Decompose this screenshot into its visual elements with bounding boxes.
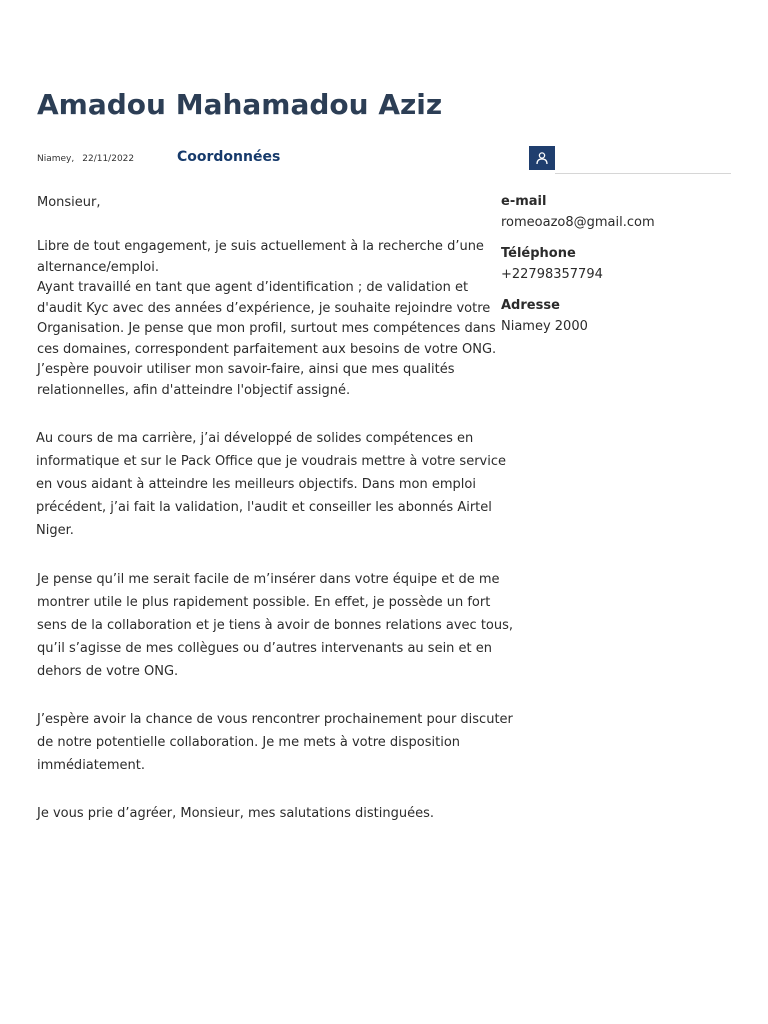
address-label: Adresse	[501, 298, 560, 313]
address-value: Niamey 2000	[501, 319, 588, 334]
phone-value: +22798357794	[501, 267, 603, 282]
paragraph-line: Organisation. Je pense que mon profil, surtout mes compétences dans	[37, 321, 496, 336]
letter-body	[37, 193, 517, 825]
paragraph-line: Libre de tout engagement, je suis actuellement à la recherche d’une	[37, 239, 484, 254]
paragraph-line: Ayant travaillé en tant que agent d’identification ; de validation et	[37, 280, 469, 295]
paragraph-line: ces domaines, correspondent parfaitement aux besoins de votre ONG.	[37, 341, 497, 357]
letter-date: 22/11/2022	[82, 154, 135, 164]
email-label: e-mail	[501, 194, 547, 209]
paragraph-line: relationnelles, afin d'atteindre l'objectif assigné.	[37, 382, 351, 398]
paragraph-intro	[37, 237, 517, 401]
person-icon	[529, 146, 555, 170]
contact-details	[501, 194, 741, 350]
closing-line: Je vous prie d’agréer, Monsieur, mes salutations distinguées.	[37, 806, 435, 821]
author-name: Amadou Mahamadou Aziz	[37, 88, 443, 121]
paragraph-line: alternance/emploi.	[37, 259, 159, 275]
paragraph-career: Au cours de ma carrière, j’ai développé de solides compétences en informatique et sur le Pack Office que je voudrais mettre à votre service en vous aidant à atteindre les meilleurs objectifs. Dans mon emploi précédent, j’ai fait la validation, l'audit et conseiller les abonnés Airtel Niger.	[36, 431, 506, 538]
paragraph-line: J’espère pouvoir utiliser mon savoir-faire, ainsi que mes qualités	[37, 362, 455, 377]
paragraph-meeting: J’espère avoir la chance de vous rencontrer prochainement pour discuter de notre potentielle collaboration. Je me mets à votre disposition immédiatement.	[37, 712, 513, 773]
paragraph-line: d'audit Kyc avec des années d’expérience, je souhaite rejoindre votre	[37, 300, 491, 316]
salutation: Monsieur,	[37, 195, 101, 210]
place-date	[37, 154, 134, 164]
phone-label: Téléphone	[501, 246, 576, 261]
email-value: romeoazo8@gmail.com	[501, 215, 655, 230]
contact-heading: Coordonnées	[177, 149, 281, 165]
paragraph-team: Je pense qu’il me serait facile de m’insérer dans votre équipe et de me montrer utile le plus rapidement possible. En effet, je possède un fort sens de la collaboration et je tiens à avoir de bonnes relations avec tous, qu’il s’agisse de mes collègues ou d’autres intervenants au sein et en dehors de votre ONG.	[37, 572, 514, 679]
letter-place: Niamey,	[37, 154, 75, 164]
contact-divider	[555, 173, 731, 174]
